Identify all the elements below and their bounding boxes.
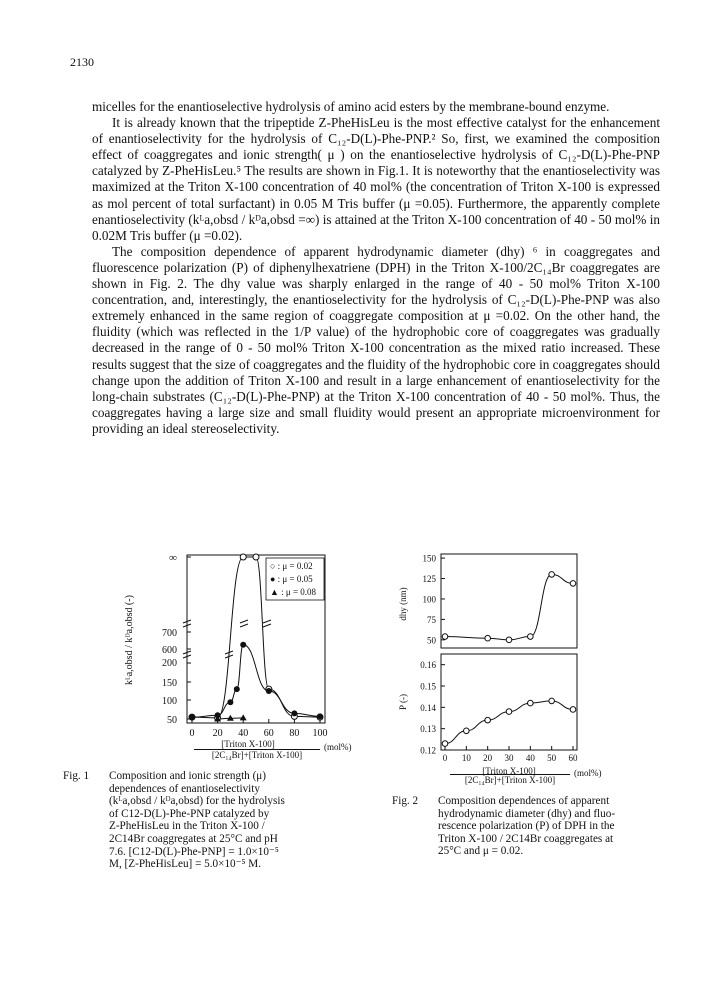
page-number: 2130 xyxy=(70,55,94,69)
fig1-caption-line: 7.6. [C12-D(L)-Phe-PNP] = 1.0×10⁻⁵ xyxy=(109,845,279,858)
fig1-caption-line: (kᴸa,obsd / kᴰa,obsd) for the hydrolysis xyxy=(109,795,285,808)
fig1-y-label: kᴸa,obsd / kᴰa,obsd (-) xyxy=(124,595,135,685)
fig2-p-point xyxy=(528,700,534,706)
fig2-xlabel-den: [2C₁₄Br]+[Triton X-100] xyxy=(464,775,556,785)
fig2-dhy-point xyxy=(549,572,555,578)
fig2-top-ytick-label: 100 xyxy=(422,594,436,605)
fig1-ytick-600: 600 xyxy=(162,645,177,656)
fig2-caption-label: Fig. 2 xyxy=(392,795,419,807)
fig2-xtick-label: 50 xyxy=(547,753,557,763)
fig2-p-line xyxy=(445,701,573,744)
fig2-top-ytick-label: 50 xyxy=(427,635,436,646)
fig2-xlabel-num: [Triton X-100] xyxy=(482,766,536,776)
fig2-xtick-label: 60 xyxy=(568,753,578,763)
fig1-ytick-150: 150 xyxy=(162,678,177,689)
fig2-xtick-label: 20 xyxy=(483,753,493,763)
fig1-point-filled-circle xyxy=(266,688,272,694)
fig1-legend-1: ○ : μ = 0.02 xyxy=(270,561,313,571)
fig1-xlabel-num: [Triton X-100] xyxy=(221,739,275,749)
fig2-p-point xyxy=(570,707,576,713)
fig1-series-line xyxy=(192,645,320,717)
fig1-xtick-label: 60 xyxy=(263,728,274,739)
fig1-point-filled-circle xyxy=(317,713,323,719)
fig1-ytick-200: 200 xyxy=(162,658,177,669)
fig2-top-ytick-label: 75 xyxy=(427,614,436,625)
fig1-caption-line: dependences of enantioselectivity xyxy=(109,782,260,795)
fig2-p-point xyxy=(549,698,555,704)
figure-1-chart xyxy=(120,545,360,750)
fig2-p-point xyxy=(464,728,470,734)
fig1-point-filled-circle xyxy=(189,714,195,720)
fig2-caption-line: Triton X-100 / 2C14Br coaggregates at xyxy=(438,832,614,845)
fig1-point-triangle xyxy=(240,714,247,720)
fig1-point-filled-circle xyxy=(234,686,240,692)
fig2-dhy-point xyxy=(442,634,448,640)
fig2-dhy-point xyxy=(506,637,512,643)
fig1-ytick-50: 50 xyxy=(167,715,177,726)
fig2-bottom-ytick-label: 0.15 xyxy=(420,681,436,692)
fig2-caption-line: hydrodynamic diameter (dhy) and fluo- xyxy=(438,807,616,820)
fig1-legend-2: ● : μ = 0.05 xyxy=(270,574,313,584)
fig2-top-frame xyxy=(441,554,577,648)
fig1-xtick-label: 20 xyxy=(212,728,223,739)
paragraph-3: The composition dependence of apparent hydrodynamic diameter (dhy) ⁶ in coaggregates and fluorescence polarization (P) of diphenylhexatriene (DPH) in the Triton X-100/2C₁₄Br coaggregates are shown in Fig. 2. The dhy value was sharply enlarged in the range of 40 - 50 mol% Triton X-100 concentration, and, interestingly, the enantioselectivity for the hydrolysis of C₁₂-D(L)-Phe-PNP was also extremely enhanced in the same region of coaggregate composition at μ =0.02. On the other hand, the fluidity (which was reflected in the 1/P value) of the hydrophobic core of coaggregates was gradually decreased in the range of 0 - 50 mol% Triton X-100 concentration as the mixed ratio increased. These results suggest that the size of coaggregates and the fluidity of the hydrophobic core in coaggregates should change upon the addition of Triton X-100 and result in a large enhancement of enantioselectivity for the long-chain substrates (C₁₂-D(L)-Phe-PNP) at the Triton X-100 concentration of 40 - 50 mol%. Thus, the coaggregates having a large size and small fluidity would present an appropriate microenvironment for providing an ideal stereoselectivity. xyxy=(92,243,660,436)
fig2-bottom-ylabel: P (-) xyxy=(398,694,408,710)
fig1-axis-break xyxy=(183,620,271,658)
fig1-point-open-circle xyxy=(253,554,259,560)
fig2-p-point xyxy=(485,717,491,723)
fig2-top-ytick-label: 125 xyxy=(422,574,436,585)
fig2-xtick-label: 30 xyxy=(504,753,514,763)
fig2-dhy-line xyxy=(445,574,573,639)
fig2-dhy-point xyxy=(570,581,576,587)
fig2-bottom-ytick-label: 0.12 xyxy=(420,745,436,756)
fig1-legend-3: ▲ : μ = 0.08 xyxy=(270,587,317,597)
fig1-caption-line: M, [Z-PheHisLeu] = 5.0×10⁻⁵ M. xyxy=(109,858,261,871)
fig1-caption-line: Z-PheHisLeu in the Triton X-100 / xyxy=(109,820,265,833)
fig2-p-point xyxy=(442,741,448,747)
fig2-p-point xyxy=(506,709,512,715)
fig2-caption-line: rescence polarization (P) of DPH in the xyxy=(438,820,615,833)
fig1-caption-line: Composition and ionic strength (μ) xyxy=(109,770,267,782)
fig1-xlabel-unit: (mol%) xyxy=(324,742,352,752)
fig1-xtick-label: 100 xyxy=(312,728,328,739)
fig1-caption-line: of C12-D(L)-Phe-PNP catalyzed by xyxy=(109,807,270,820)
fig1-point-filled-circle xyxy=(291,710,297,716)
fig2-xlabel-unit: (mol%) xyxy=(574,768,602,778)
fig2-top-ylabel: dhy (nm) xyxy=(398,587,408,621)
fig1-ytick-100: 100 xyxy=(162,696,177,707)
fig2-dhy-point xyxy=(485,635,491,641)
fig2-xtick-label: 40 xyxy=(525,753,535,763)
fig2-xtick-label: 0 xyxy=(442,753,448,763)
fig2-bottom-ytick-label: 0.13 xyxy=(420,724,436,735)
fig1-xtick-label: 80 xyxy=(289,728,300,739)
fig1-point-filled-circle xyxy=(227,699,233,705)
fig1-xtick-label: 40 xyxy=(238,728,249,739)
fig1-point-filled-circle xyxy=(240,642,246,648)
fig1-ytick-inf: ∞ xyxy=(169,552,177,564)
fig1-caption-label: Fig. 1 xyxy=(63,770,90,782)
fig1-xtick-label: 0 xyxy=(189,728,195,739)
body-text xyxy=(92,99,660,437)
fig2-top-ytick-label: 150 xyxy=(422,553,436,564)
fig1-caption-line: 2C14Br coaggregates at 25°C and pH xyxy=(109,832,278,845)
fig2-bottom-ytick-label: 0.16 xyxy=(420,660,436,671)
paragraph-1: micelles for the enantioselective hydrolysis of amino acid esters by the membrane-bound enzyme. xyxy=(92,99,610,114)
fig2-dhy-point xyxy=(528,634,534,640)
fig1-ytick-700: 700 xyxy=(162,628,177,639)
fig1-xlabel-den: [2C₁₄Br]+[Triton X-100] xyxy=(211,750,303,760)
paragraph-2: It is already known that the tripeptide Z-PheHisLeu is the most effective catalyst for the enhancement of enantioselectivity for the hydrolysis of C₁₂-D(L)-Phe-PNP.² So, first, we examined the composition effect of coaggregates and ionic strength( μ ) on the enantioselective hydrolysis of C₁₂-D(L)-Phe-PNP catalyzed by Z-PheHisLeu.⁵ The results are shown in Fig.1. It is noteworthy that the enantioselectivity was maximized at the Triton X-100 concentration of 40 mol% (the concentration of Triton X-100 is expressed as mol percent of total surfactant) in 0.05 M Tris buffer (μ =0.05). Furthermore, the apparently complete enantioselectivity (kᴸa,obsd / kᴰa,obsd =∞) is attained at the Triton X-100 concentration of 40 - 50 mol% in 0.02M Tris buffer (μ =0.02). xyxy=(92,115,660,243)
fig2-caption-line: Composition dependences of apparent xyxy=(438,795,610,807)
fig1-point-open-circle xyxy=(240,554,246,560)
fig2-xtick-label: 10 xyxy=(461,753,471,763)
fig2-caption-line: 25°C and μ = 0.02. xyxy=(438,845,524,858)
fig2-bottom-ytick-label: 0.14 xyxy=(420,702,436,713)
